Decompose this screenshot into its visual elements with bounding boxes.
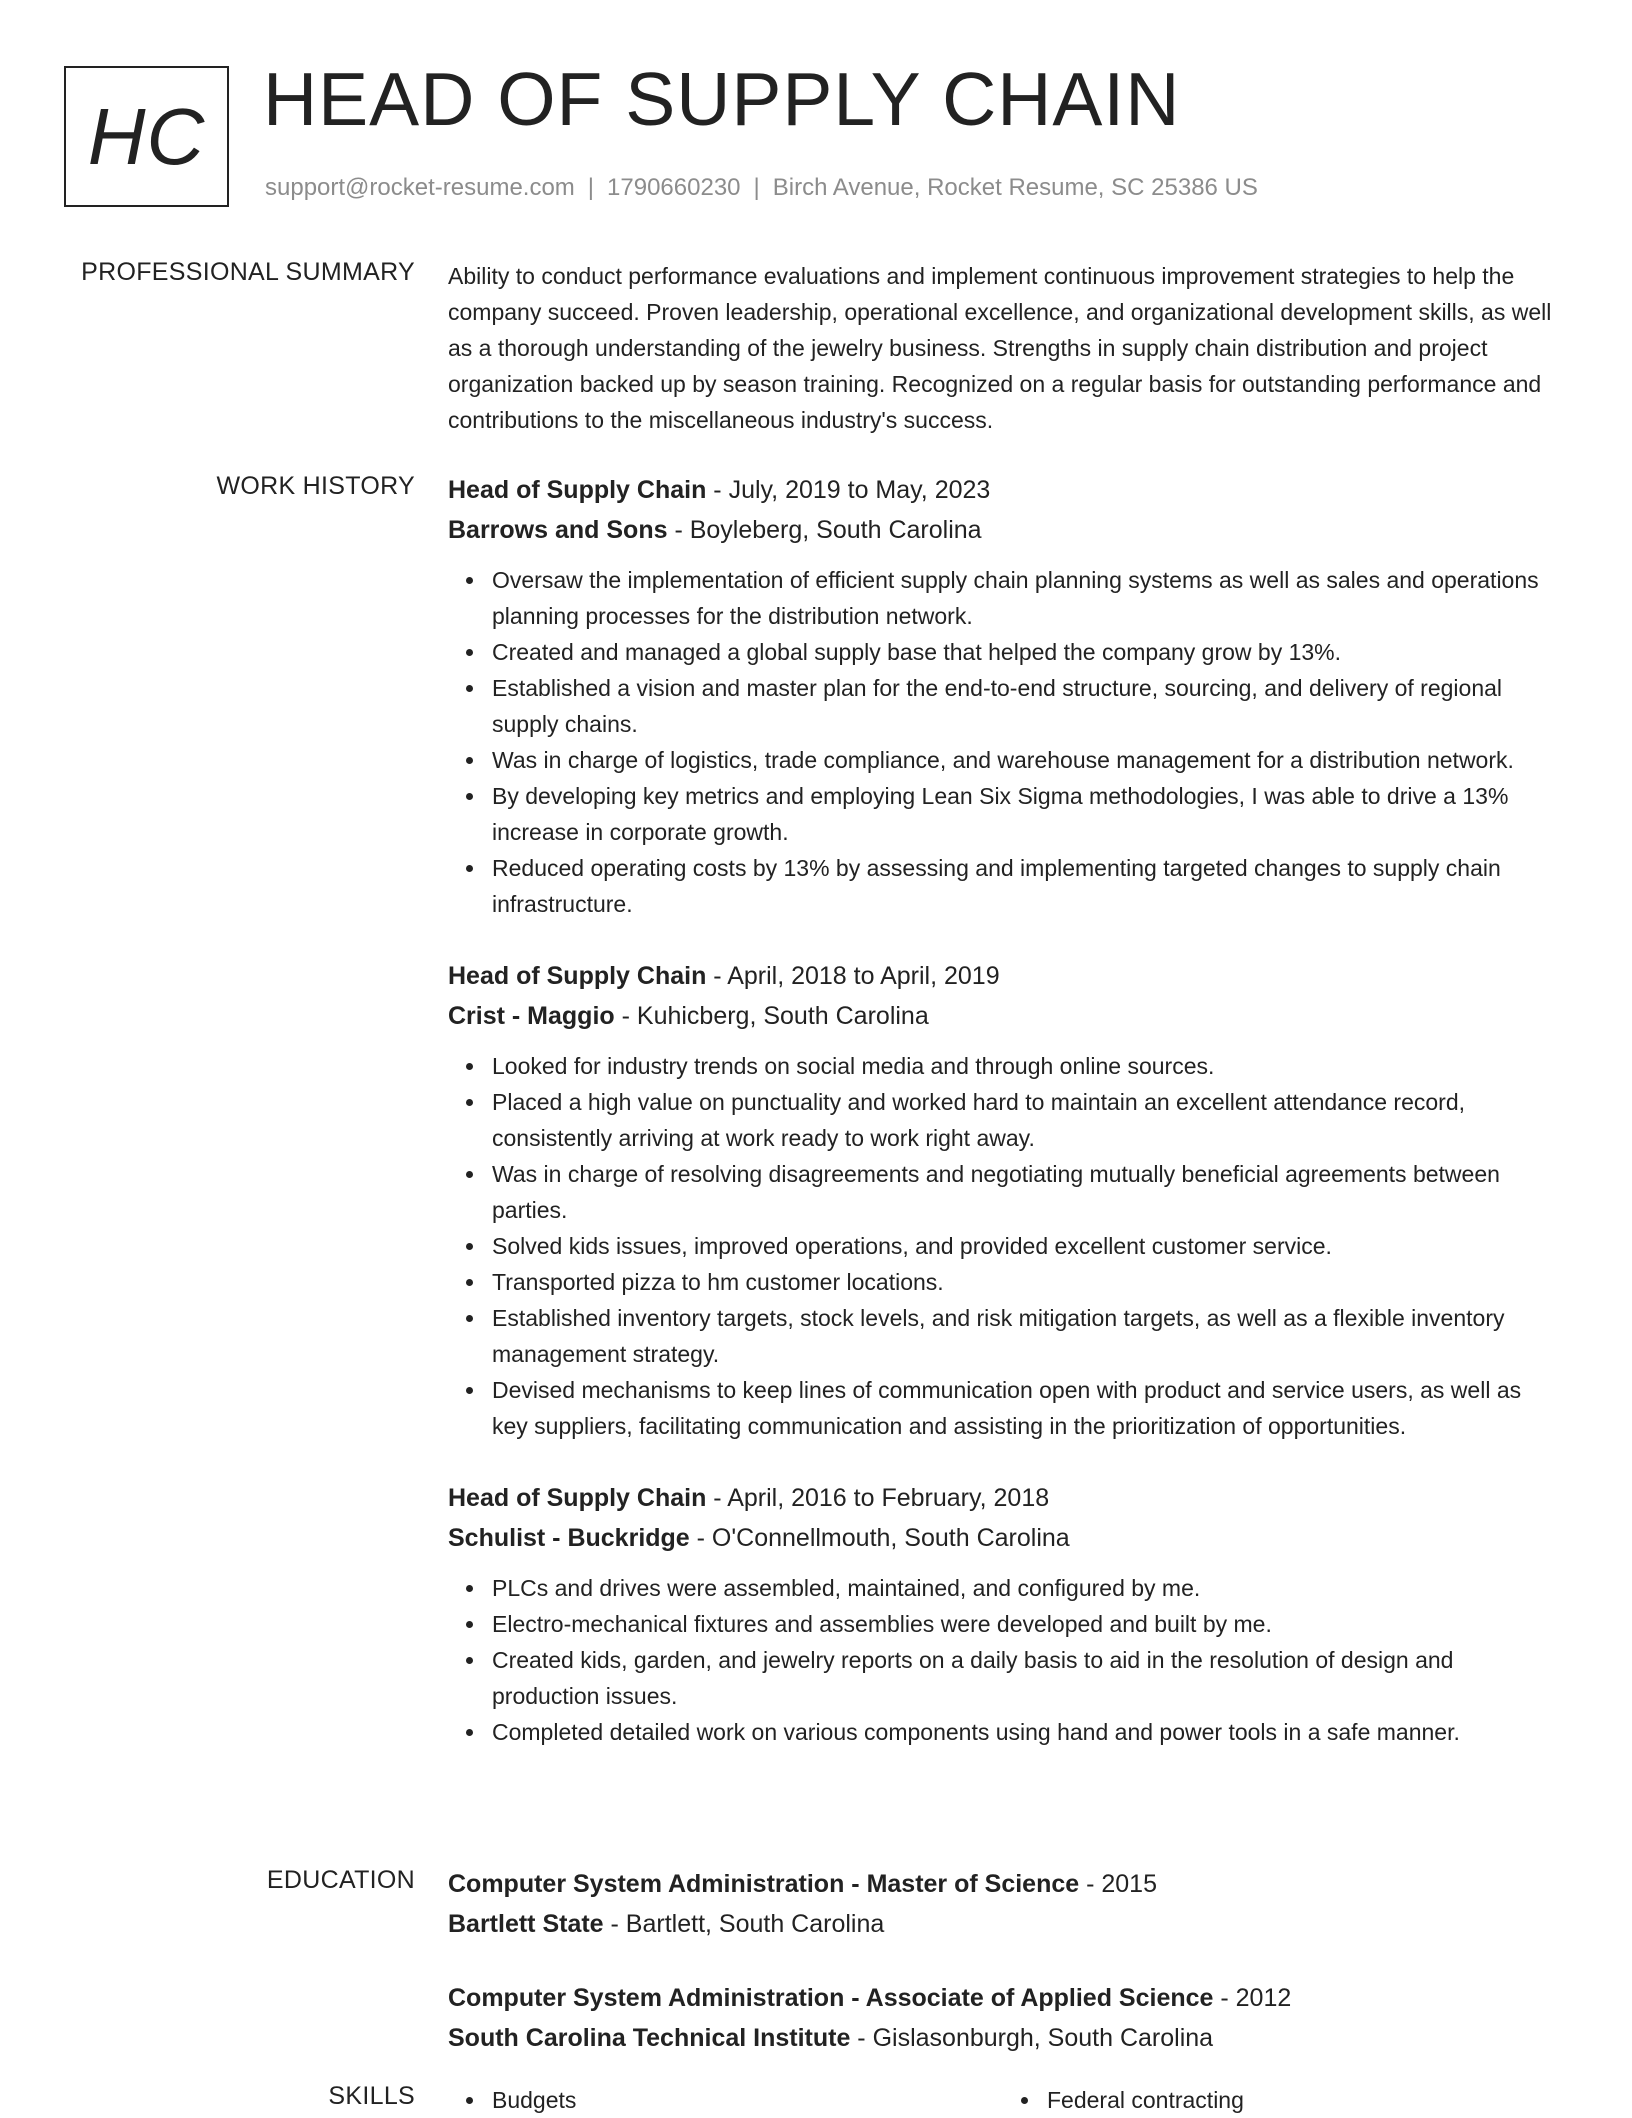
skill-item: Budgets: [492, 2082, 1003, 2118]
job-title: Head of Supply Chain: [448, 1484, 707, 1512]
education-school: Bartlett State: [448, 1910, 604, 1938]
bullet-item: Placed a high value on punctuality and worked hard to maintain an excellent attendance record, consistently arriving at work ready to work right away.: [492, 1084, 1558, 1156]
job-entry: [448, 1478, 1558, 1750]
bullet-item: Oversaw the implementation of efficient supply chain planning systems as well as sales and operations planning processes for the distribution network.: [492, 562, 1558, 634]
education-entry: [448, 1978, 1558, 2058]
bullet-item: Solved kids issues, improved operations, and provided excellent customer service.: [492, 1228, 1558, 1264]
job-company-line: [448, 1518, 1558, 1558]
education-location: - Bartlett, South Carolina: [603, 1910, 885, 1938]
bullet-item: Completed detailed work on various components using hand and power tools in a safe manner.: [492, 1714, 1558, 1750]
job-company: Barrows and Sons: [448, 516, 668, 544]
education-school-line: [448, 1904, 1558, 1944]
job-entry: [448, 956, 1558, 1444]
job-entry: [448, 470, 1558, 922]
education-year: - 2012: [1213, 1984, 1292, 2012]
skills-column-left: [448, 2082, 1003, 2118]
education-location: - Gislasonburgh, South Carolina: [850, 2024, 1214, 2052]
monogram-initials: HC: [87, 91, 206, 181]
job-title: Head of Supply Chain: [448, 476, 707, 504]
bullet-item: Electro-mechanical fixtures and assemblies were developed and built by me.: [492, 1606, 1558, 1642]
bullet-item: By developing key metrics and employing Lean Six Sigma methodologies, I was able to drive a 13% increase in corporate growth.: [492, 778, 1558, 850]
summary-text: Ability to conduct performance evaluations and implement continuous improvement strategies to help the company succeed. Proven leadership, operational excellence, and organizational development skills, as well as a thorough understanding of the jewelry business. Strengths in supply chain distribution and project organization backed up by season training. Recognized on a regular basis for outstanding performance and contributions to the miscellaneous industry's success.: [448, 263, 1552, 433]
bullet-item: Was in charge of resolving disagreements and negotiating mutually beneficial agreements between parties.: [492, 1156, 1558, 1228]
bullet-item: Created and managed a global supply base that helped the company grow by 13%.: [492, 634, 1558, 670]
bullet-item: Established inventory targets, stock levels, and risk mitigation targets, as well as a flexible inventory management strategy.: [492, 1300, 1558, 1372]
bullet-item: Was in charge of logistics, trade compliance, and warehouse management for a distribution network.: [492, 742, 1558, 778]
skills-column-right: [1003, 2082, 1558, 2118]
contact-separator: |: [753, 174, 760, 201]
education-body: [448, 1864, 1558, 2092]
contact-email[interactable]: support@rocket-resume.com: [265, 174, 575, 201]
education-degree-line: [448, 1864, 1558, 1904]
job-header: [448, 470, 1558, 510]
bullet-item: Devised mechanisms to keep lines of communication open with product and service users, as well as key suppliers, facilitating communication and assisting in the prioritization of opportunities.: [492, 1372, 1558, 1444]
bullet-item: Transported pizza to hm customer locations.: [492, 1264, 1558, 1300]
job-company: Crist - Maggio: [448, 1002, 615, 1030]
summary-label: PROFESSIONAL SUMMARY: [81, 258, 415, 286]
skill-item: Federal contracting: [1047, 2082, 1558, 2118]
contact-line: [265, 174, 1258, 202]
monogram-box: [64, 66, 229, 207]
bullet-item: Looked for industry trends on social media and through online sources.: [492, 1048, 1558, 1084]
job-location: - Kuhicberg, South Carolina: [614, 1002, 929, 1030]
work-history-body: [448, 470, 1558, 1784]
job-bullets: [448, 562, 1558, 922]
education-degree: Computer System Administration - Master of Science: [448, 1870, 1080, 1898]
job-title: Head of Supply Chain: [448, 962, 707, 990]
education-label: EDUCATION: [266, 1866, 415, 1894]
skills-body: [448, 2082, 1558, 2118]
job-location: - Boyleberg, South Carolina: [667, 516, 982, 544]
skills-label: SKILLS: [328, 2082, 415, 2110]
job-bullets: [448, 1570, 1558, 1750]
bullet-item: Created kids, garden, and jewelry reports on a daily basis to aid in the resolution of design and production issues.: [492, 1642, 1558, 1714]
skills-grid: [448, 2082, 1558, 2118]
resume-title: HEAD OF SUPPLY CHAIN: [263, 57, 1181, 141]
job-bullets: [448, 1048, 1558, 1444]
contact-phone[interactable]: 1790660230: [607, 174, 741, 201]
bullet-item: Reduced operating costs by 13% by assessing and implementing targeted changes to supply chain infrastructure.: [492, 850, 1558, 922]
education-year: - 2015: [1079, 1870, 1157, 1898]
job-company-line: [448, 996, 1558, 1036]
job-dates: - April, 2016 to February, 2018: [706, 1484, 1050, 1512]
job-dates: - July, 2019 to May, 2023: [706, 476, 991, 504]
job-location: - O'Connellmouth, South Carolina: [689, 1524, 1070, 1552]
education-school-line: [448, 2018, 1558, 2058]
education-degree-line: [448, 1978, 1558, 2018]
contact-address: Birch Avenue, Rocket Resume, SC 25386 US: [772, 174, 1258, 201]
job-dates: - April, 2018 to April, 2019: [706, 962, 1000, 990]
education-degree: Computer System Administration - Associate of Applied Science: [448, 1984, 1214, 2012]
bullet-item: PLCs and drives were assembled, maintained, and configured by me.: [492, 1570, 1558, 1606]
bullet-item: Established a vision and master plan for the end-to-end structure, sourcing, and delivery of regional supply chains.: [492, 670, 1558, 742]
education-entry: [448, 1864, 1558, 1944]
work-history-label: WORK HISTORY: [216, 472, 415, 500]
job-company-line: [448, 510, 1558, 550]
job-header: [448, 956, 1558, 996]
job-header: [448, 1478, 1558, 1518]
education-school: South Carolina Technical Institute: [448, 2024, 851, 2052]
job-company: Schulist - Buckridge: [448, 1524, 690, 1552]
contact-separator: |: [587, 174, 595, 201]
